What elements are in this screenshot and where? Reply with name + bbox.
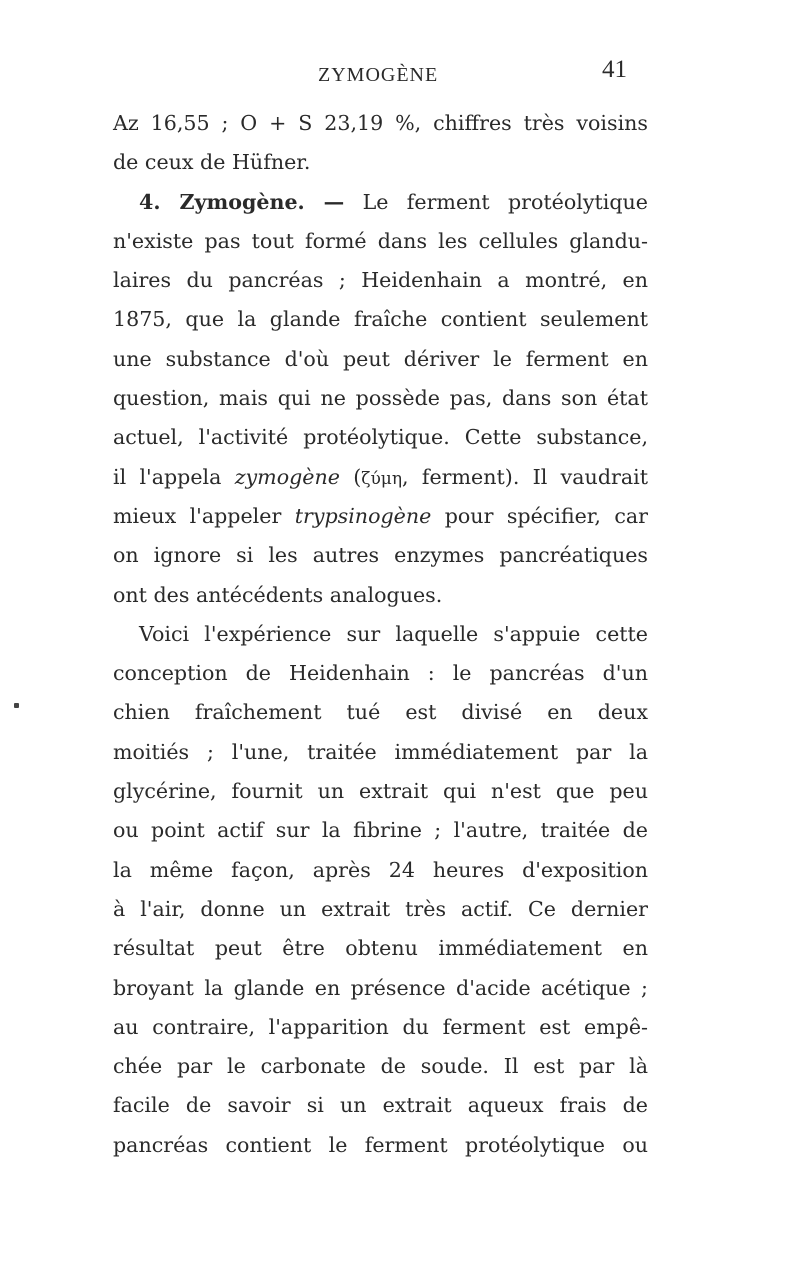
text-line: résultat peut être obtenu immédiatement en bbox=[113, 936, 648, 961]
text-span: pour spécifier, car bbox=[444, 503, 649, 528]
text-line: ou point actif sur la fibrine ; l'autre, traitée de bbox=[113, 818, 648, 843]
text-line bbox=[113, 183, 648, 222]
italic-term: zymogène bbox=[234, 464, 340, 489]
running-head: ZYMOGÈNE bbox=[318, 64, 439, 86]
text-line: de ceux de Hüfner. bbox=[113, 150, 311, 175]
text-line: au contraire, l'apparition du ferment est empê- bbox=[113, 1014, 648, 1039]
text-line: conception de Heidenhain : le pancréas d'un bbox=[113, 661, 648, 686]
text-line: moitiés ; l'une, traitée immédiatement par la bbox=[113, 739, 648, 764]
text-line: ont des antécédents analogues. bbox=[113, 582, 443, 607]
text-line: chien fraîchement tué est divisé en deux bbox=[113, 700, 648, 725]
text-line: n'existe pas tout formé dans les cellules glandu- bbox=[113, 228, 648, 253]
text-line: pancréas contient le ferment protéolytique ou bbox=[113, 1132, 648, 1157]
text-span: il l'appela bbox=[113, 464, 222, 489]
text-line bbox=[113, 497, 648, 536]
body-text bbox=[113, 104, 648, 1165]
text-line: question, mais qui ne possède pas, dans son état bbox=[113, 386, 648, 411]
section-heading: 4. Zymogène. — bbox=[139, 189, 345, 214]
text-line: actuel, l'activité protéolytique. Cette substance, bbox=[113, 425, 648, 450]
text-span: mieux l'appeler bbox=[113, 503, 282, 528]
text-line: à l'air, donne un extrait très actif. Ce dernier bbox=[113, 896, 648, 921]
text-line: chée par le carbonate de soude. Il est par là bbox=[113, 1054, 648, 1079]
text-line: glycérine, fournit un extrait qui n'est que peu bbox=[113, 779, 648, 804]
text-span: , ferment). Il vaudrait bbox=[402, 464, 648, 489]
text-line: Voici l'expérience sur laquelle s'appuie cette bbox=[139, 621, 648, 646]
text-line: la même façon, après 24 heures d'exposition bbox=[113, 857, 648, 882]
text-line: Az 16,55 ; O + S 23,19 %, chiffres très voisins bbox=[113, 111, 648, 135]
text-line: une substance d'où peut dériver le ferment en bbox=[113, 346, 648, 371]
italic-term: trypsinogène bbox=[294, 503, 432, 528]
text-line: 1875, que la glande fraîche contient seulement bbox=[113, 307, 648, 332]
text-line: laires du pancréas ; Heidenhain a montré, en bbox=[113, 268, 648, 293]
text-line: on ignore si les autres enzymes pancréatiques bbox=[113, 543, 648, 568]
text-span: Le ferment protéolytique bbox=[362, 189, 648, 214]
margin-mark bbox=[14, 703, 19, 708]
text-line: broyant la glande en présence d'acide acétique ; bbox=[113, 975, 648, 1000]
text-span: ( bbox=[353, 464, 362, 489]
text-line: facile de savoir si un extrait aqueux frais de bbox=[113, 1093, 648, 1118]
page-header bbox=[0, 56, 800, 92]
text-line bbox=[113, 458, 648, 497]
page-number: 41 bbox=[602, 56, 627, 83]
greek-word: ζύμη bbox=[361, 468, 403, 489]
